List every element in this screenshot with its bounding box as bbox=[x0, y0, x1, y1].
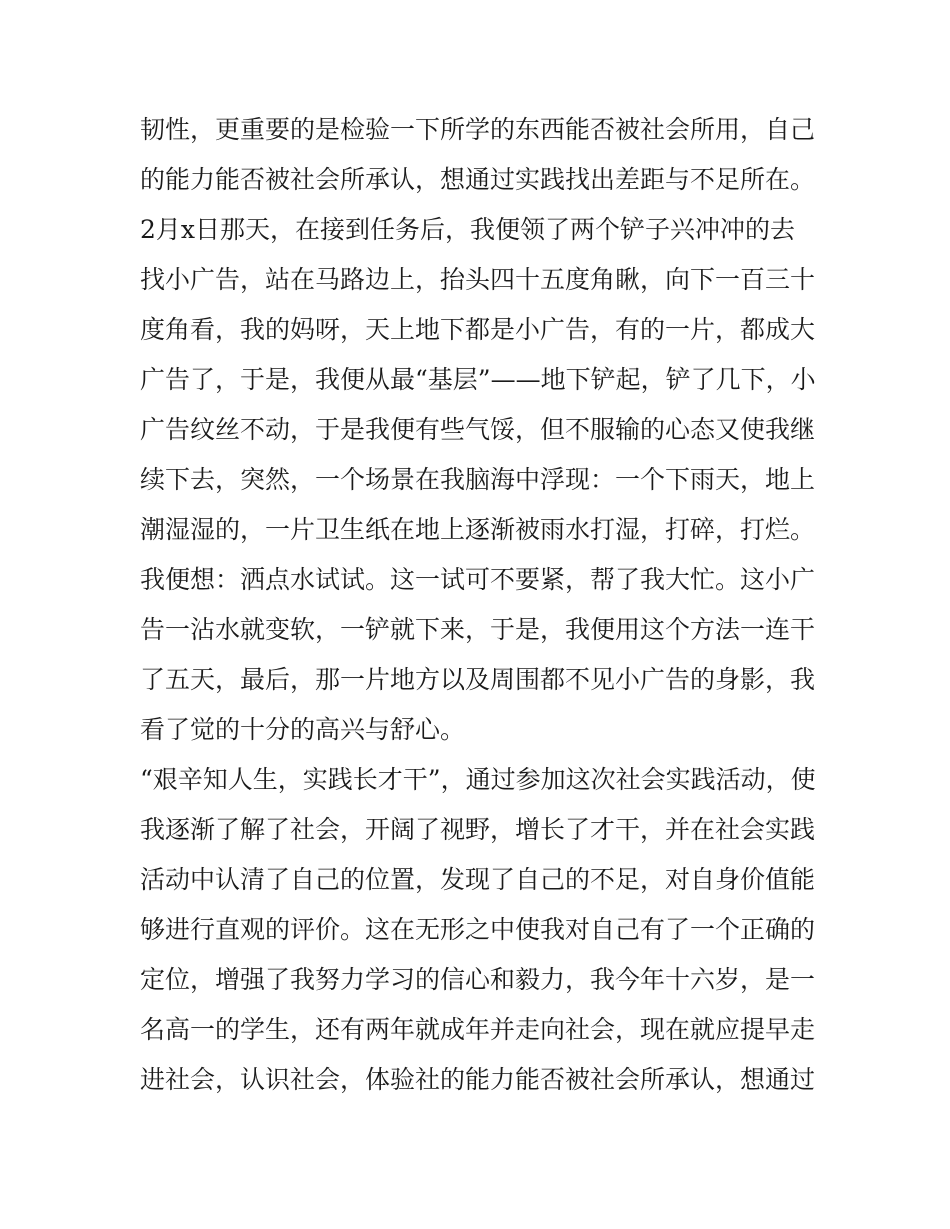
text-line-12: 了五天，最后，那一片地方以及周围都不见小广告的身影，我 bbox=[140, 665, 816, 694]
text-line-20: 进社会，认识社会，体验社的能力能否被社会所承认，想通过 bbox=[140, 1065, 816, 1094]
text-line-6: 广告了，于是，我便从最“基层”——地下铲起，铲了几下，小 bbox=[140, 365, 816, 394]
text-line-11: 告一沾水就变软，一铲就下来，于是，我便用这个方法一连干 bbox=[140, 615, 816, 644]
text-line-17: 够进行直观的评价。这在无形之中使我对自己有了一个正确的 bbox=[140, 915, 816, 944]
text-line-19: 名高一的学生，还有两年就成年并走向社会，现在就应提早走 bbox=[140, 1015, 816, 1044]
text-line-9: 潮湿湿的，一片卫生纸在地上逐渐被雨水打湿，打碎，打烂。 bbox=[140, 515, 816, 544]
body-text bbox=[140, 105, 820, 1105]
text-line-7: 广告纹丝不动，于是我便有些气馁，但不服输的心态又使我继 bbox=[140, 415, 816, 444]
text-line-2: 的能力能否被社会所承认，想通过实践找出差距与不足所在。 bbox=[140, 165, 816, 194]
text-line-1: 韧性，更重要的是检验一下所学的东西能否被社会所用，自己 bbox=[140, 115, 816, 144]
text-line-8: 续下去，突然，一个场景在我脑海中浮现：一个下雨天，地上 bbox=[140, 465, 816, 494]
text-line-3: 2月x日那天，在接到任务后，我便领了两个铲子兴冲冲的去 bbox=[140, 215, 796, 244]
text-line-4: 找小广告，站在马路边上，抬头四十五度角瞅，向下一百三十 bbox=[140, 265, 816, 294]
text-line-16: 活动中认清了自己的位置，发现了自己的不足，对自身价值能 bbox=[140, 865, 816, 894]
text-line-15: 我逐渐了解了社会，开阔了视野，增长了才干，并在社会实践 bbox=[140, 815, 816, 844]
text-line-5: 度角看，我的妈呀，天上地下都是小广告，有的一片，都成大 bbox=[140, 315, 816, 344]
text-line-14: “艰辛知人生，实践长才干”，通过参加这次社会实践活动，使 bbox=[140, 765, 816, 794]
text-line-10: 我便想：洒点水试试。这一试可不要紧，帮了我大忙。这小广 bbox=[140, 565, 816, 594]
text-line-13: 看了觉的十分的高兴与舒心。 bbox=[140, 715, 466, 744]
text-line-18: 定位，增强了我努力学习的信心和毅力，我今年十六岁，是一 bbox=[140, 965, 816, 994]
